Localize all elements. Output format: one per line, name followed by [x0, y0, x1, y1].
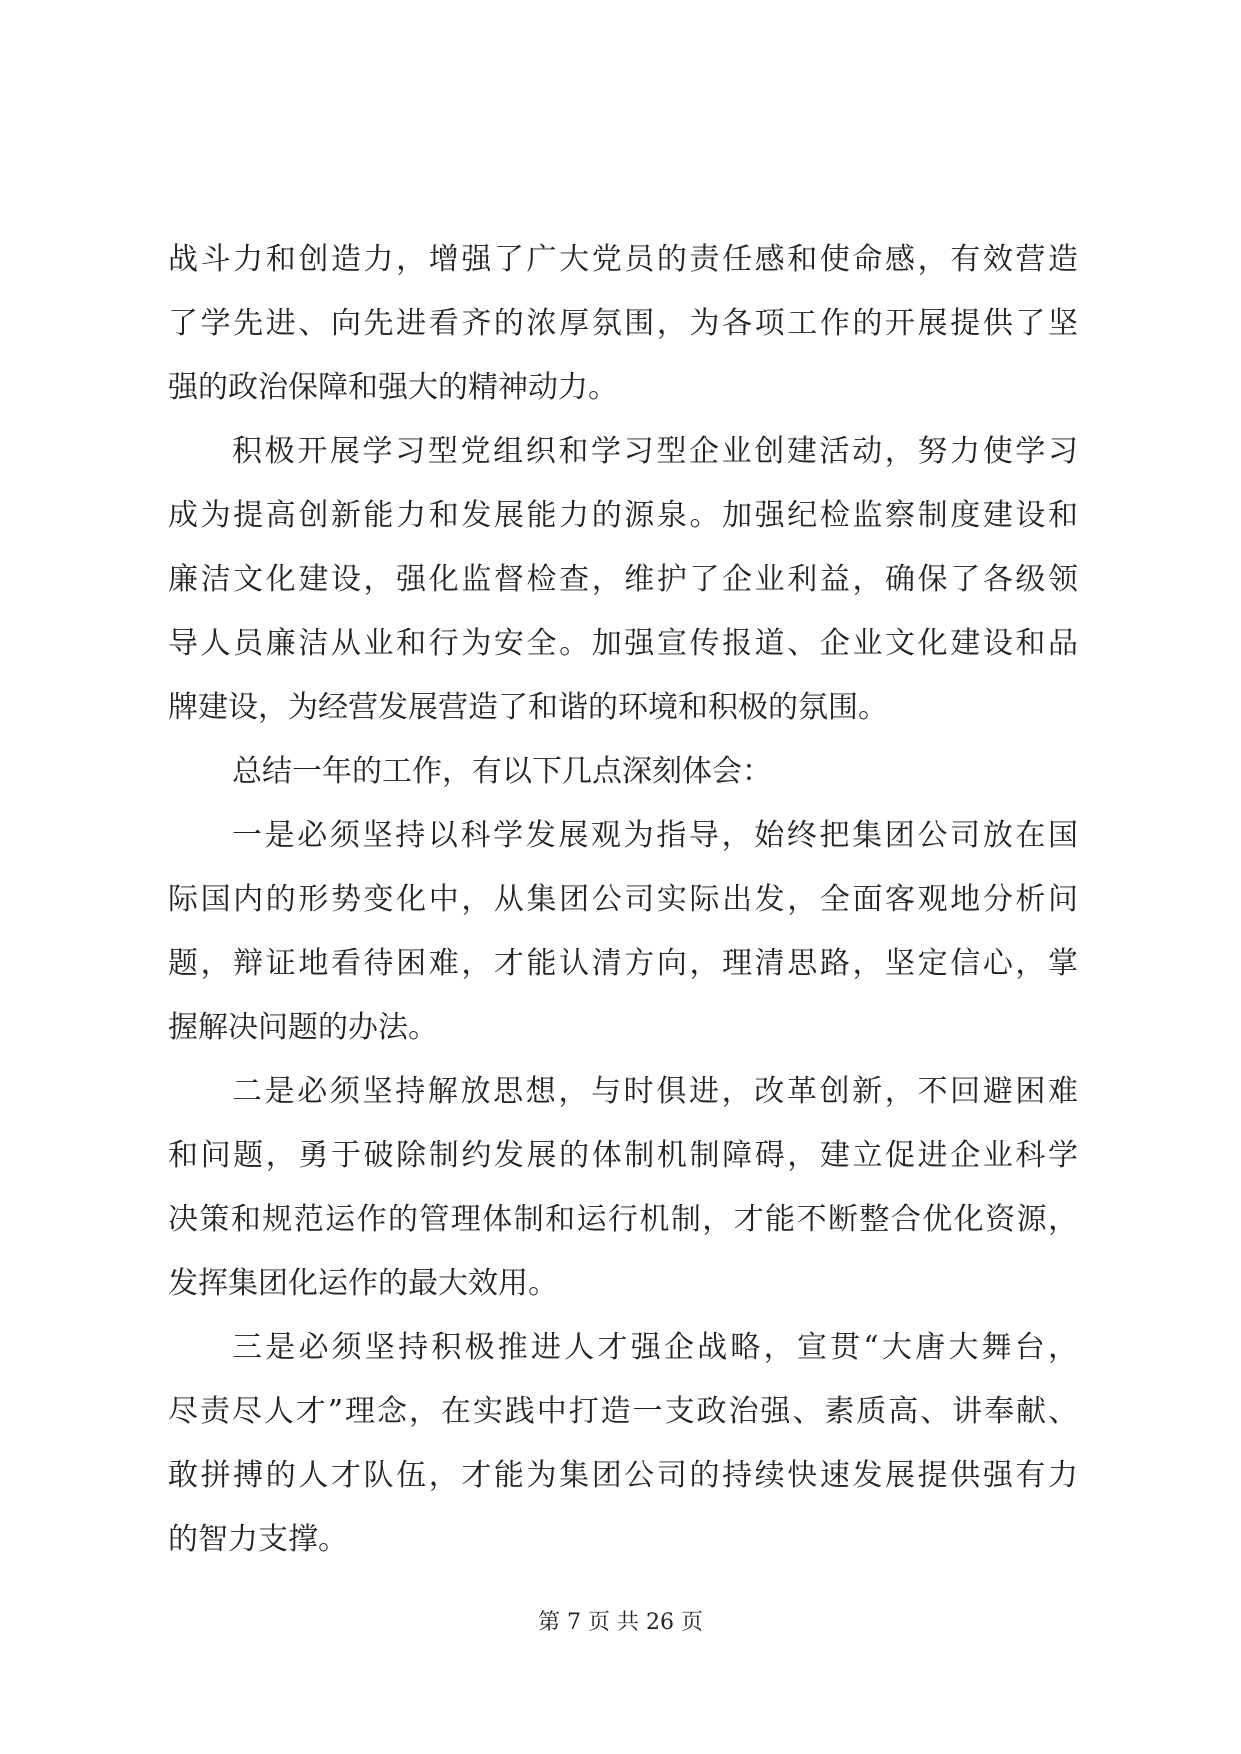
- paragraph-3: [168, 740, 1078, 804]
- text-line: 强的政治保障和强大的精神动力。: [168, 370, 618, 405]
- text-line: 题，辩证地看待困难，才能认清方向，理清思路，坚定信心，掌: [168, 946, 1078, 981]
- text-line: 和问题，勇于破除制约发展的体制机制障碍，建立促进企业科学: [168, 1138, 1078, 1173]
- text-line: 握解决问题的办法。: [168, 1010, 438, 1045]
- paragraph-6: [168, 1316, 1078, 1572]
- text-line: 战斗力和创造力，增强了广大党员的责任感和使命感，有效营造: [168, 242, 1078, 277]
- text-line: 积极开展学习型党组织和学习型企业创建活动，努力使学习: [232, 434, 1078, 469]
- page-number-footer: 第 7 页 共 26 页: [538, 1610, 703, 1635]
- paragraph-5: [168, 1060, 1078, 1316]
- text-line: 尽责尽人才”理念，在实践中打造一支政治强、素质高、讲奉献、: [168, 1394, 1078, 1429]
- text-line: 三是必须坚持积极推进人才强企战略，宣贯“大唐大舞台，: [232, 1330, 1078, 1365]
- text-line: 廉洁文化建设，强化监督检查，维护了企业利益，确保了各级领: [168, 562, 1078, 597]
- text-line: 二是必须坚持解放思想，与时俱进，改革创新，不回避困难: [232, 1074, 1078, 1109]
- text-line: 发挥集团化运作的最大效用。: [168, 1266, 558, 1301]
- text-line: 了学先进、向先进看齐的浓厚氛围，为各项工作的开展提供了坚: [168, 306, 1078, 341]
- paragraph-2: [168, 420, 1078, 740]
- paragraph-1: [168, 228, 1078, 420]
- text-line: 成为提高创新能力和发展能力的源泉。加强纪检监察制度建设和: [168, 498, 1078, 533]
- text-line: 际国内的形势变化中，从集团公司实际出发，全面客观地分析问: [168, 882, 1078, 917]
- text-line: 总结一年的工作，有以下几点深刻体会：: [232, 754, 772, 789]
- text-line: 敢拼搏的人才队伍，才能为集团公司的持续快速发展提供强有力: [168, 1458, 1078, 1493]
- document-body: [168, 228, 1078, 1572]
- text-line: 决策和规范运作的管理体制和运行机制，才能不断整合优化资源，: [168, 1202, 1078, 1237]
- text-line: 导人员廉洁从业和行为安全。加强宣传报道、企业文化建设和品: [168, 626, 1078, 661]
- text-line: 的智力支撑。: [168, 1522, 348, 1557]
- paragraph-4: [168, 804, 1078, 1060]
- text-line: 一是必须坚持以科学发展观为指导，始终把集团公司放在国: [232, 818, 1078, 853]
- text-line: 牌建设，为经营发展营造了和谐的环境和积极的氛围。: [168, 690, 888, 725]
